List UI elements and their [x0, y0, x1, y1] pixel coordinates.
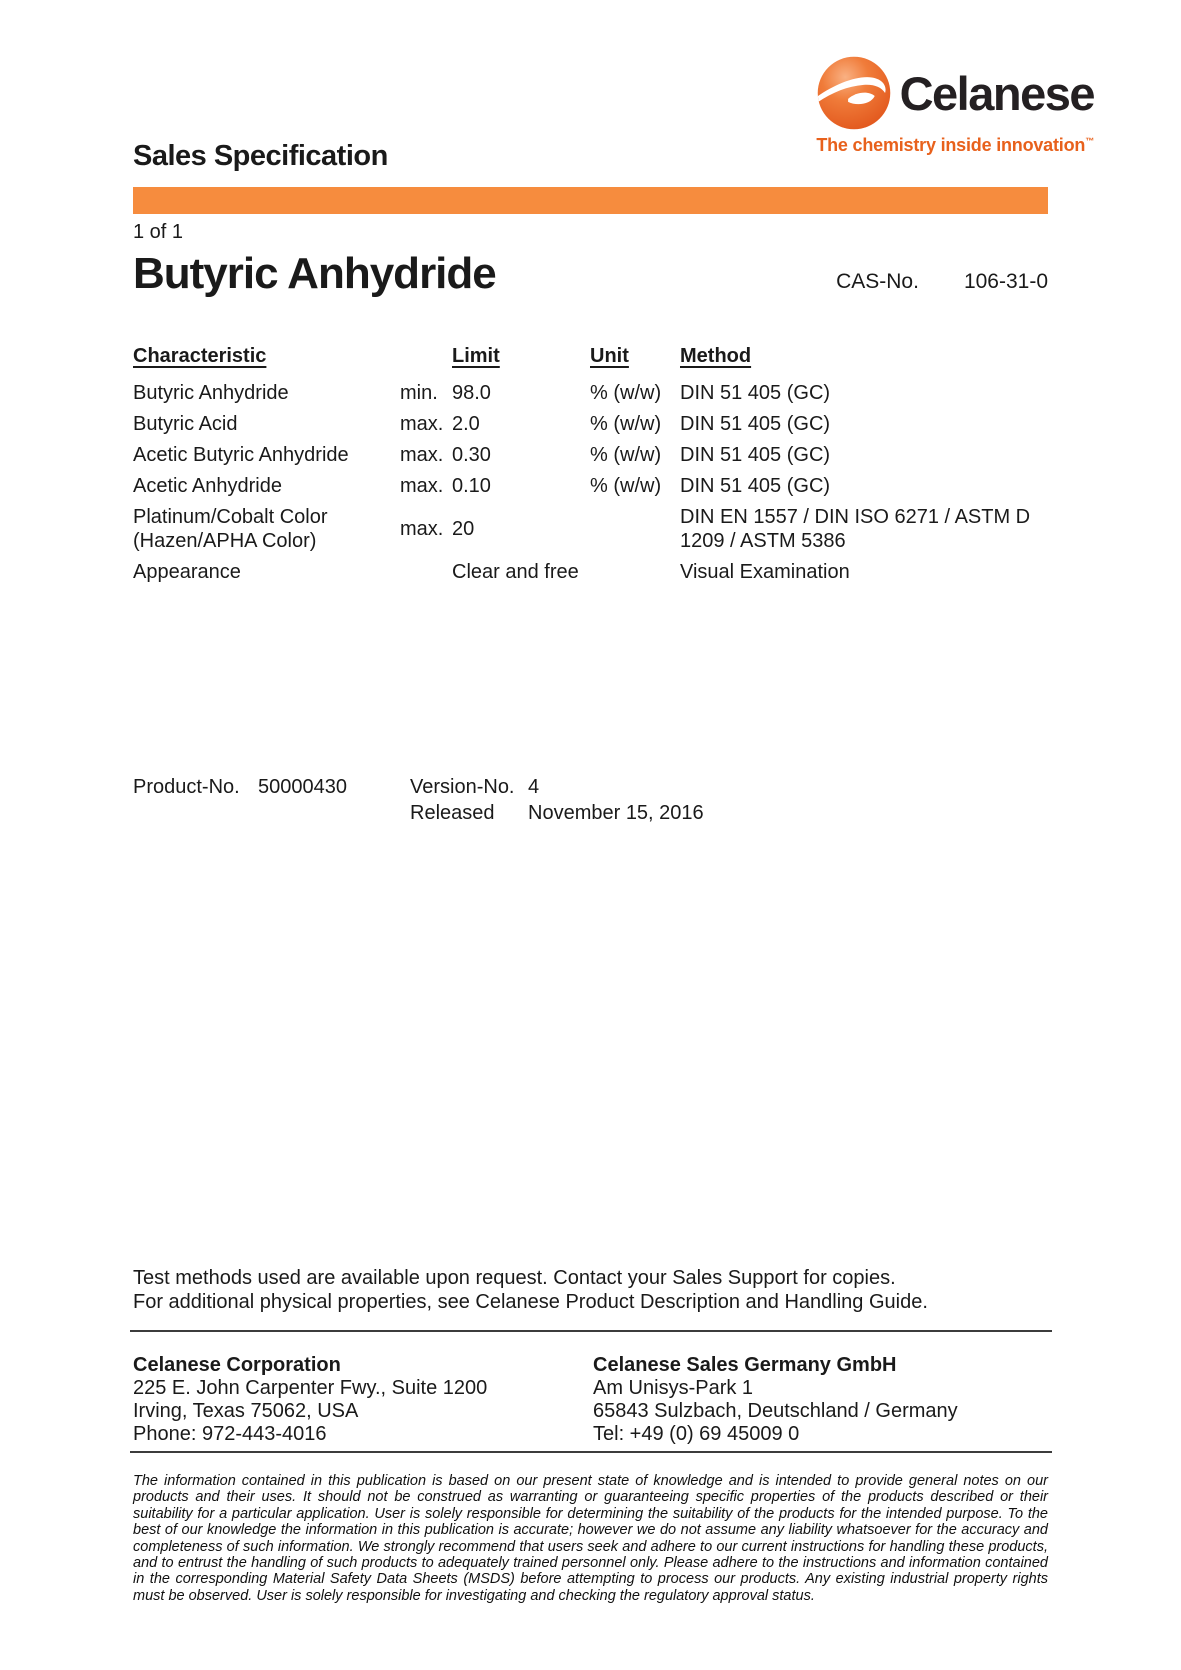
- cell-qualifier: max.: [400, 413, 444, 435]
- cell-unit: % (w/w): [590, 475, 662, 497]
- cell-qualifier: max.: [400, 518, 444, 540]
- document-title: Sales Specification: [133, 140, 388, 172]
- divider-below-addresses: [130, 1451, 1052, 1453]
- col-header-unit: Unit: [590, 345, 629, 367]
- cell-qualifier: [400, 557, 452, 588]
- cell-characteristic: Platinum/Cobalt Color (Hazen/APHA Color): [133, 506, 328, 552]
- col-header-limit: Limit: [452, 345, 500, 367]
- celanese-logo: [804, 56, 1094, 156]
- spec-table-header-row: [133, 344, 1048, 378]
- cell-limit: 98.0: [452, 382, 491, 404]
- tagline-text: The chemistry inside innovation: [816, 135, 1086, 155]
- spec-row-appearance: [133, 557, 1048, 588]
- logo-tagline: [804, 135, 1094, 156]
- cell-limit: 20: [452, 518, 475, 540]
- address-line: 65843 Sulzbach, Deutschland / Germany: [593, 1400, 958, 1422]
- address-line: Am Unisys-Park 1: [593, 1377, 754, 1399]
- cell-unit: [590, 502, 680, 557]
- cell-method: DIN EN 1557 / DIN ISO 6271 / ASTM D 1209 / ASTM 5386: [680, 506, 1031, 552]
- cell-unit: % (w/w): [590, 444, 662, 466]
- cell-unit: [590, 557, 680, 588]
- spec-row-butyric-acid: [133, 409, 1048, 440]
- cell-limit: 0.30: [452, 444, 491, 466]
- celanese-sphere-icon: [817, 56, 891, 130]
- cell-characteristic: Butyric Anhydride: [133, 382, 289, 404]
- address-us: [133, 1354, 593, 1446]
- cell-limit: Clear and free: [452, 561, 579, 583]
- spec-row-acetic-anhydride: [133, 471, 1048, 502]
- cas-label: CAS-No.: [836, 270, 919, 293]
- cas-number-row: [836, 269, 1048, 300]
- spec-row-acetic-butyric-anhydride: [133, 440, 1048, 471]
- page-indicator: 1 of 1: [133, 221, 184, 243]
- cell-method: DIN 51 405 (GC): [680, 475, 831, 497]
- cell-unit: % (w/w): [590, 413, 662, 435]
- cell-qualifier: max.: [400, 475, 444, 497]
- address-line: 225 E. John Carpenter Fwy., Suite 1200: [133, 1377, 488, 1399]
- cell-unit: % (w/w): [590, 382, 662, 404]
- product-title-row: [133, 248, 1048, 300]
- released-label: Released: [410, 802, 495, 824]
- phone-line: Phone: 972-443-4016: [133, 1423, 327, 1445]
- company-name-germany: Celanese Sales Germany GmbH: [593, 1354, 897, 1376]
- legal-disclaimer: The information contained in this publication is based on our present state of knowledge and is intended to provide general notes on our products and their uses. It should not be construed as warranting or guaranteeing specific properties of the products described or their suitability for a particular application. User is solely responsible for determining the suitability of the products for the intended purpose. To the best of our knowledge the information in this publication is accurate; however we do not assume any liability whatsoever for the accuracy and completeness of such information. We strongly recommend that users seek and adhere to our current instructions for handling these products, and to entrust the handling of such products to adequately trained personnel only. Please adhere to the instructions and information contained in the corresponding Material Safety Data Sheets (MSDS) before attempting to process our products. Any existing industrial property rights must be observed. User is solely responsible for investigating and checking the regulatory approval status.: [133, 1473, 1048, 1604]
- cell-characteristic: Acetic Butyric Anhydride: [133, 444, 349, 466]
- notes: [133, 1266, 1181, 1314]
- divider-above-addresses: [130, 1330, 1052, 1332]
- notes-line-1: Test methods used are available upon request. Contact your Sales Support for copies.: [133, 1267, 896, 1289]
- product-no-label: Product-No.: [133, 776, 240, 798]
- address-germany: [593, 1354, 1048, 1446]
- cell-characteristic: Appearance: [133, 561, 241, 583]
- product-no-value: 50000430: [258, 776, 347, 798]
- cell-qualifier: min.: [400, 382, 438, 404]
- celanese-wordmark: Celanese: [899, 66, 1094, 120]
- cell-characteristic: Butyric Acid: [133, 413, 238, 435]
- address-line: Irving, Texas 75062, USA: [133, 1400, 359, 1422]
- cell-limit: 0.10: [452, 475, 491, 497]
- cas-number: 106-31-0: [963, 270, 1048, 293]
- notes-line-2: For additional physical properties, see Celanese Product Description and Handling Guide.: [133, 1291, 928, 1313]
- spec-row-butyric-anhydride: [133, 378, 1048, 409]
- released-value: November 15, 2016: [528, 802, 704, 824]
- cell-limit: 2.0: [452, 413, 480, 435]
- cell-method: DIN 51 405 (GC): [680, 382, 831, 404]
- cell-method: DIN 51 405 (GC): [680, 413, 831, 435]
- contact-addresses: [133, 1354, 1048, 1446]
- trademark-symbol: ™: [1085, 136, 1094, 146]
- company-name-us: Celanese Corporation: [133, 1354, 341, 1376]
- spec-row-platinum-cobalt-color: [133, 502, 1048, 557]
- cell-method: DIN 51 405 (GC): [680, 444, 831, 466]
- cell-method: Visual Examination: [680, 561, 850, 583]
- product-info: [133, 774, 1181, 826]
- col-header-qualifier-empty: [400, 344, 452, 378]
- accent-bar: [133, 187, 1048, 214]
- cell-characteristic: Acetic Anhydride: [133, 475, 282, 497]
- product-name: Butyric Anhydride: [133, 249, 496, 298]
- col-header-characteristic: Characteristic: [133, 345, 267, 367]
- cell-qualifier: max.: [400, 444, 444, 466]
- phone-line: Tel: +49 (0) 69 45009 0: [593, 1423, 800, 1445]
- version-no-value: 4: [528, 776, 540, 798]
- version-no-label: Version-No.: [410, 776, 515, 798]
- spec-table: [133, 344, 1048, 588]
- col-header-method: Method: [680, 345, 752, 367]
